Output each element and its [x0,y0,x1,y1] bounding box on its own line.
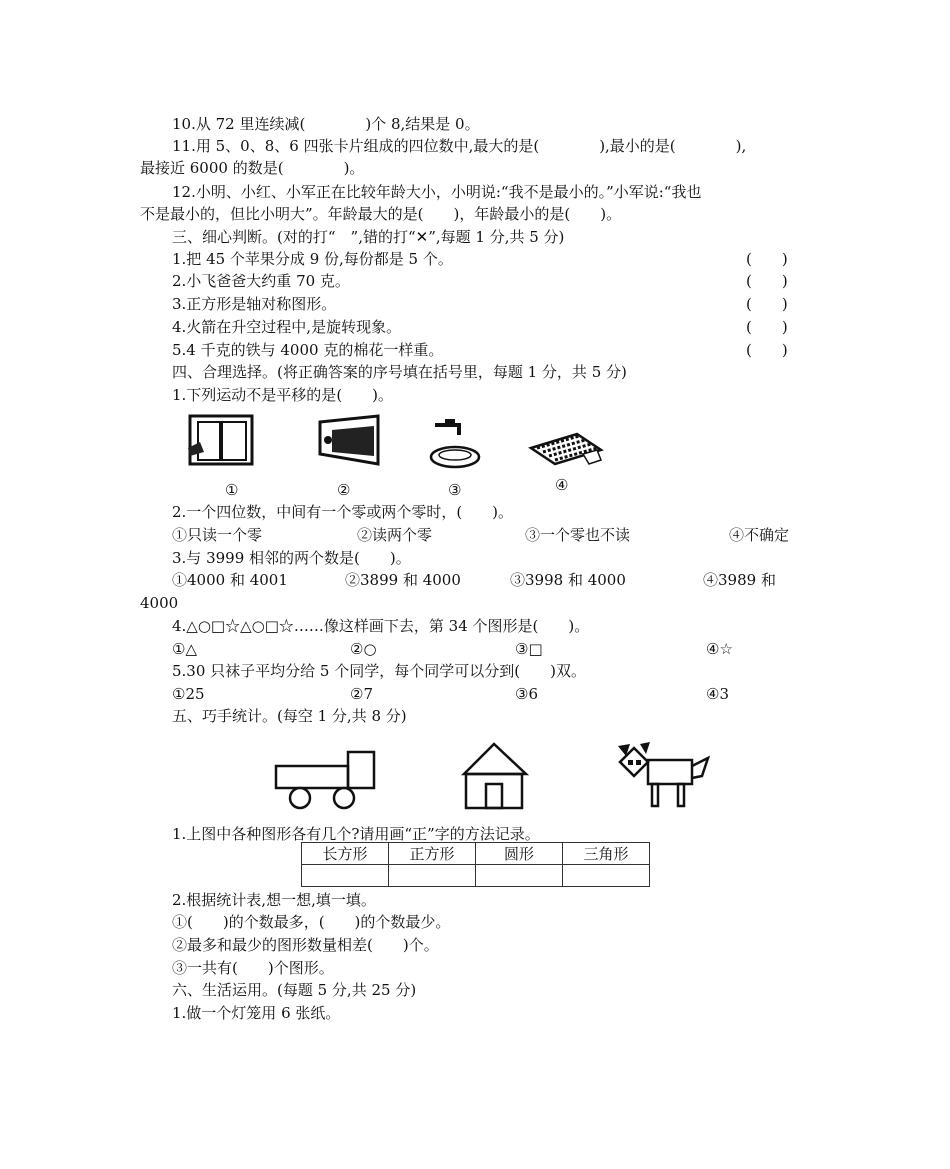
choice-q2-option-2[interactable]: ②读两个零 [357,526,433,544]
choice-q3-option-4-wrap: 4000 [140,594,179,612]
choice-q3-option-4[interactable]: ④3989 和 [703,571,776,589]
choice-q4-option-4[interactable]: ④☆ [706,640,733,658]
section-3-title: 三、细心判断。(对的打“ ”,错的打“✕”,每题 1 分,共 5 分) [172,228,565,246]
picture-label-1: ① [225,481,239,499]
q11-text-line1: 11.用 5、0、8、6 四张卡片组成的四位数中,最大的是( ),最小的是( ), [172,137,747,155]
picture-label-4: ④ [555,476,569,494]
table-answer-cell[interactable] [563,865,650,887]
cow-shape-picture [612,736,712,812]
choice-q2-text: 2.一个四位数，中间有一个零或两个零时，( )。 [172,503,514,521]
q11-text-line2: 最接近 6000 的数是( )。 [140,159,365,177]
stat-sub-2: ②最多和最少的图形数量相差( )个。 [172,936,439,954]
picture-label-2: ② [337,481,351,499]
q12-text-line2: 不是最小的，但比小明大”。年龄最大的是( )，年龄最小的是( )。 [140,205,622,223]
table-header-cell: 长方形 [302,843,389,865]
judge-item-1: 1.把 45 个苹果分成 9 份,每份都是 5 个。 [172,250,453,268]
house-shape-picture [460,740,530,812]
application-q1-text: 1.做一个灯笼用 6 张纸。 [172,1004,341,1022]
abacus-picture [525,428,605,474]
table-answer-row [302,865,650,887]
choice-q5-option-3[interactable]: ③6 [515,685,538,703]
picture-label-3: ③ [448,481,462,499]
judge-item-5: 5.4 千克的铁与 4000 克的棉花一样重。 [172,341,444,359]
faucet-sink-picture [425,415,485,473]
choice-q4-option-3[interactable]: ③□ [515,640,543,658]
judge-answer-5[interactable]: ( ) [746,341,788,359]
judge-answer-4[interactable]: ( ) [746,318,788,336]
stat-sub-1: ①( )的个数最多，( )的个数最少。 [172,913,451,931]
stat-q1-text: 1.上图中各种图形各有几个?请用画“正”字的方法记录。 [172,825,540,843]
statistics-table [301,842,650,887]
choice-q1-text: 1.下列运动不是平移的是( )。 [172,386,394,404]
section-5-title: 五、巧手统计。(每空 1 分,共 8 分) [172,707,407,725]
choice-q3-text: 3.与 3999 相邻的两个数是( )。 [172,549,411,567]
choice-q3-option-2[interactable]: ②3899 和 4000 [345,571,461,589]
choice-q5-option-2[interactable]: ②7 [350,685,373,703]
choice-q3-option-3[interactable]: ③3998 和 4000 [510,571,626,589]
judge-item-2: 2.小飞爸爸大约重 70 克。 [172,272,350,290]
q10-text: 10.从 72 里连续减( )个 8,结果是 0。 [172,115,480,133]
sliding-window-picture [180,412,260,472]
table-header-cell: 圆形 [476,843,563,865]
judge-answer-2[interactable]: ( ) [746,272,788,290]
table-header-row [302,843,650,865]
choice-q5-option-4[interactable]: ④3 [706,685,729,703]
section-4-title: 四、合理选择。(将正确答案的序号填在括号里，每题 1 分，共 5 分) [172,363,627,381]
judge-item-4: 4.火箭在升空过程中,是旋转现象。 [172,318,402,336]
judge-answer-1[interactable]: ( ) [746,250,788,268]
table-answer-cell[interactable] [389,865,476,887]
choice-q5-text: 5.30 只袜子平均分给 5 个同学，每个同学可以分到( )双。 [172,662,586,680]
table-header-cell: 三角形 [563,843,650,865]
judge-answer-3[interactable]: ( ) [746,295,788,313]
choice-q2-option-3[interactable]: ③一个零也不读 [525,526,631,544]
table-answer-cell[interactable] [476,865,563,887]
section-6-title: 六、生活运用。(每题 5 分,共 25 分) [172,981,417,999]
choice-q4-option-2[interactable]: ②○ [350,640,377,658]
q12-text-line1: 12.小明、小红、小军正在比较年龄大小，小明说:“我不是最小的。”小军说:“我也 [172,183,702,201]
choice-q4-option-1[interactable]: ①△ [172,640,197,658]
judge-item-3: 3.正方形是轴对称图形。 [172,295,337,313]
choice-q4-text: 4.△○□☆△○□☆……像这样画下去，第 34 个图形是( )。 [172,617,590,635]
sliding-drawer-picture [312,412,392,472]
choice-q3-option-1[interactable]: ①4000 和 4001 [172,571,288,589]
stat-sub-3: ③一共有( )个图形。 [172,959,334,977]
truck-shape-picture [272,748,382,812]
stat-q2-text: 2.根据统计表,想一想,填一填。 [172,891,376,909]
table-answer-cell[interactable] [302,865,389,887]
choice-q2-option-4[interactable]: ④不确定 [729,526,790,544]
table-header-cell: 正方形 [389,843,476,865]
choice-q2-option-1[interactable]: ①只读一个零 [172,526,263,544]
choice-q5-option-1[interactable]: ①25 [172,685,205,703]
